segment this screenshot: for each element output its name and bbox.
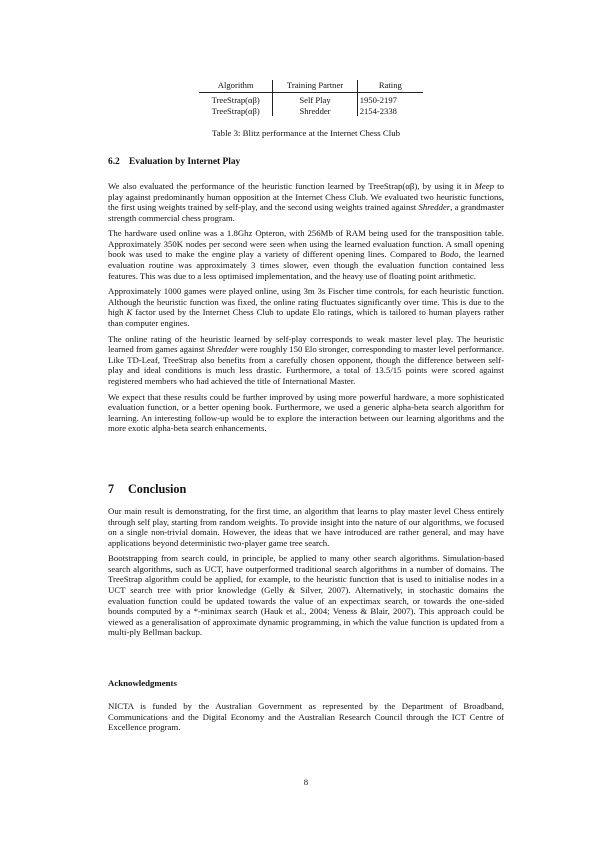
results-table	[199, 80, 423, 116]
paragraph	[108, 286, 504, 328]
section-heading	[108, 157, 240, 167]
text-run: Bodo	[440, 249, 459, 260]
text-run: Approximately 1000 games were played online, using 3m 3s Fischer time controls, for each heuristic function. Although the heuristic function was fixed, the online rating fluctuates significantly over time. This is due to the high	[108, 286, 504, 318]
text-run: factor used by the Internet Chess Club to update Elo ratings, which is tailored to human players rather than computer engines.	[108, 307, 505, 328]
text-run: were roughly 150 Elo stronger, corresponding to master level performance. Like TD-Leaf, TreeStrap also benefits from a carefully chosen opponent, though the difference between self-play and ideal conditions is much less drastic. Furthermore, a total of 13.5/15 points were scored against registered members who had achieved the title of International Master.	[108, 344, 504, 386]
text-run: , the learned evaluation routine was approximately 3 times slower, even though the evaluation function contained less features. This was due to a less optimised implementation, and the heavy use of floating point arithmetic.	[108, 249, 504, 281]
paragraph: We expect that these results could be further improved by using more powerful hardware, a more sophisticated evaluation function, or a better opening book. Furthermore, we used a generic alpha-beta search algorithm for learning. An interesting follow-up would be to explore the interaction between our learning algorithms and the more exotic alpha-beta search enhancements.	[108, 391, 504, 434]
paragraph: Bootstrapping from search could, in principle, be applied to many other search algorithms. Simulation-based search algorithms, such as UCT, have outperformed traditional search algorithms in a number of domains. The TreeStrap algorithm could be applied, for example, to the heuristic function that is used to initialise nodes in a UCT search tree with prior knowledge (Gelly & Silver, 2007). Alternatively, in stochastic domains the evaluation function could be updated towards the value of an expectimax search, or towards the one-sided bounds computed by a *-minimax search (Hauk et al., 2004; Veness & Blair, 2007). This approach could be viewed as a generalisation of approximate dynamic programming, in which the value function is updated from a multi-ply Bellman backup.	[108, 553, 504, 638]
table-header-row	[199, 80, 423, 93]
section-body	[108, 506, 504, 643]
text-run: , a grandmaster strength commercial chess program.	[108, 202, 504, 223]
table-cell: Shredder	[273, 105, 357, 116]
text-run: Meep	[474, 181, 495, 191]
table-header-cell: Training Partner	[273, 80, 357, 93]
table-row	[199, 93, 423, 106]
text-run: Shredder	[418, 202, 451, 213]
page-number: 8	[303, 777, 309, 787]
text-run: The online rating of the heuristic learned by self-play corresponds to weak master level play. The heuristic learned from games against	[108, 333, 504, 355]
paragraph	[108, 181, 504, 223]
table-cell: 1950-2197	[359, 95, 397, 105]
paragraph	[108, 334, 504, 387]
table-cell: Self Play	[273, 93, 357, 106]
section-title: Conclusion	[128, 482, 187, 496]
text-run: K	[126, 307, 133, 318]
table-header-cell: Rating	[357, 80, 423, 93]
text-run: We also evaluated the performance of the heuristic function learned by TreeStrap(αβ), by using it in	[108, 181, 475, 191]
text-run: The hardware used online was a 1.8Ghz Opteron, with 256Mb of RAM being used for the transposition table. Approximately 350K nodes per second were seen when using the learned evaluation function. A small opening book was used to make the engine play a variety of different opening lines. Compared to	[108, 228, 504, 260]
section-body	[108, 181, 504, 439]
acknowledgments-text: NICTA is funded by the Australian Government as represented by the Department of Broadband, Communications and the Digital Economy and the Australian Research Council through the ICT Centre of Excellence program.	[108, 701, 504, 733]
acknowledgments-heading: Acknowledgments	[108, 678, 177, 688]
section-number: 6.2	[108, 157, 120, 167]
section-heading	[108, 482, 186, 497]
table-cell: TreeStrap(αβ)	[199, 105, 273, 116]
section-title: Evaluation by Internet Play	[129, 157, 241, 167]
text-run: to play against predominantly human opposition at the Internet Chess Club. We evaluated two heuristic functions, the first using weights trained by self-play, and the second using weights trained against	[108, 181, 504, 213]
table-cell: TreeStrap(αβ)	[199, 93, 273, 106]
text-run: Shredder	[206, 344, 239, 355]
section-number: 7	[108, 482, 115, 496]
table-cell: 2154-2338	[359, 106, 397, 116]
table-caption: Table 3: Blitz performance at the Internet Chess Club	[212, 128, 400, 138]
table-header-cell: Algorithm	[199, 80, 273, 93]
table-row	[199, 105, 423, 116]
paragraph	[108, 228, 504, 281]
paragraph: Our main result is demonstrating, for the first time, an algorithm that learns to play master level Chess entirely through self play, starting from random weights. To provide insight into the nature of our algorithms, we focused on a single non-trivial domain. However, the ideas that we have introduced are rather general, and may have applications beyond deterministic two-player game tree search.	[108, 506, 504, 548]
